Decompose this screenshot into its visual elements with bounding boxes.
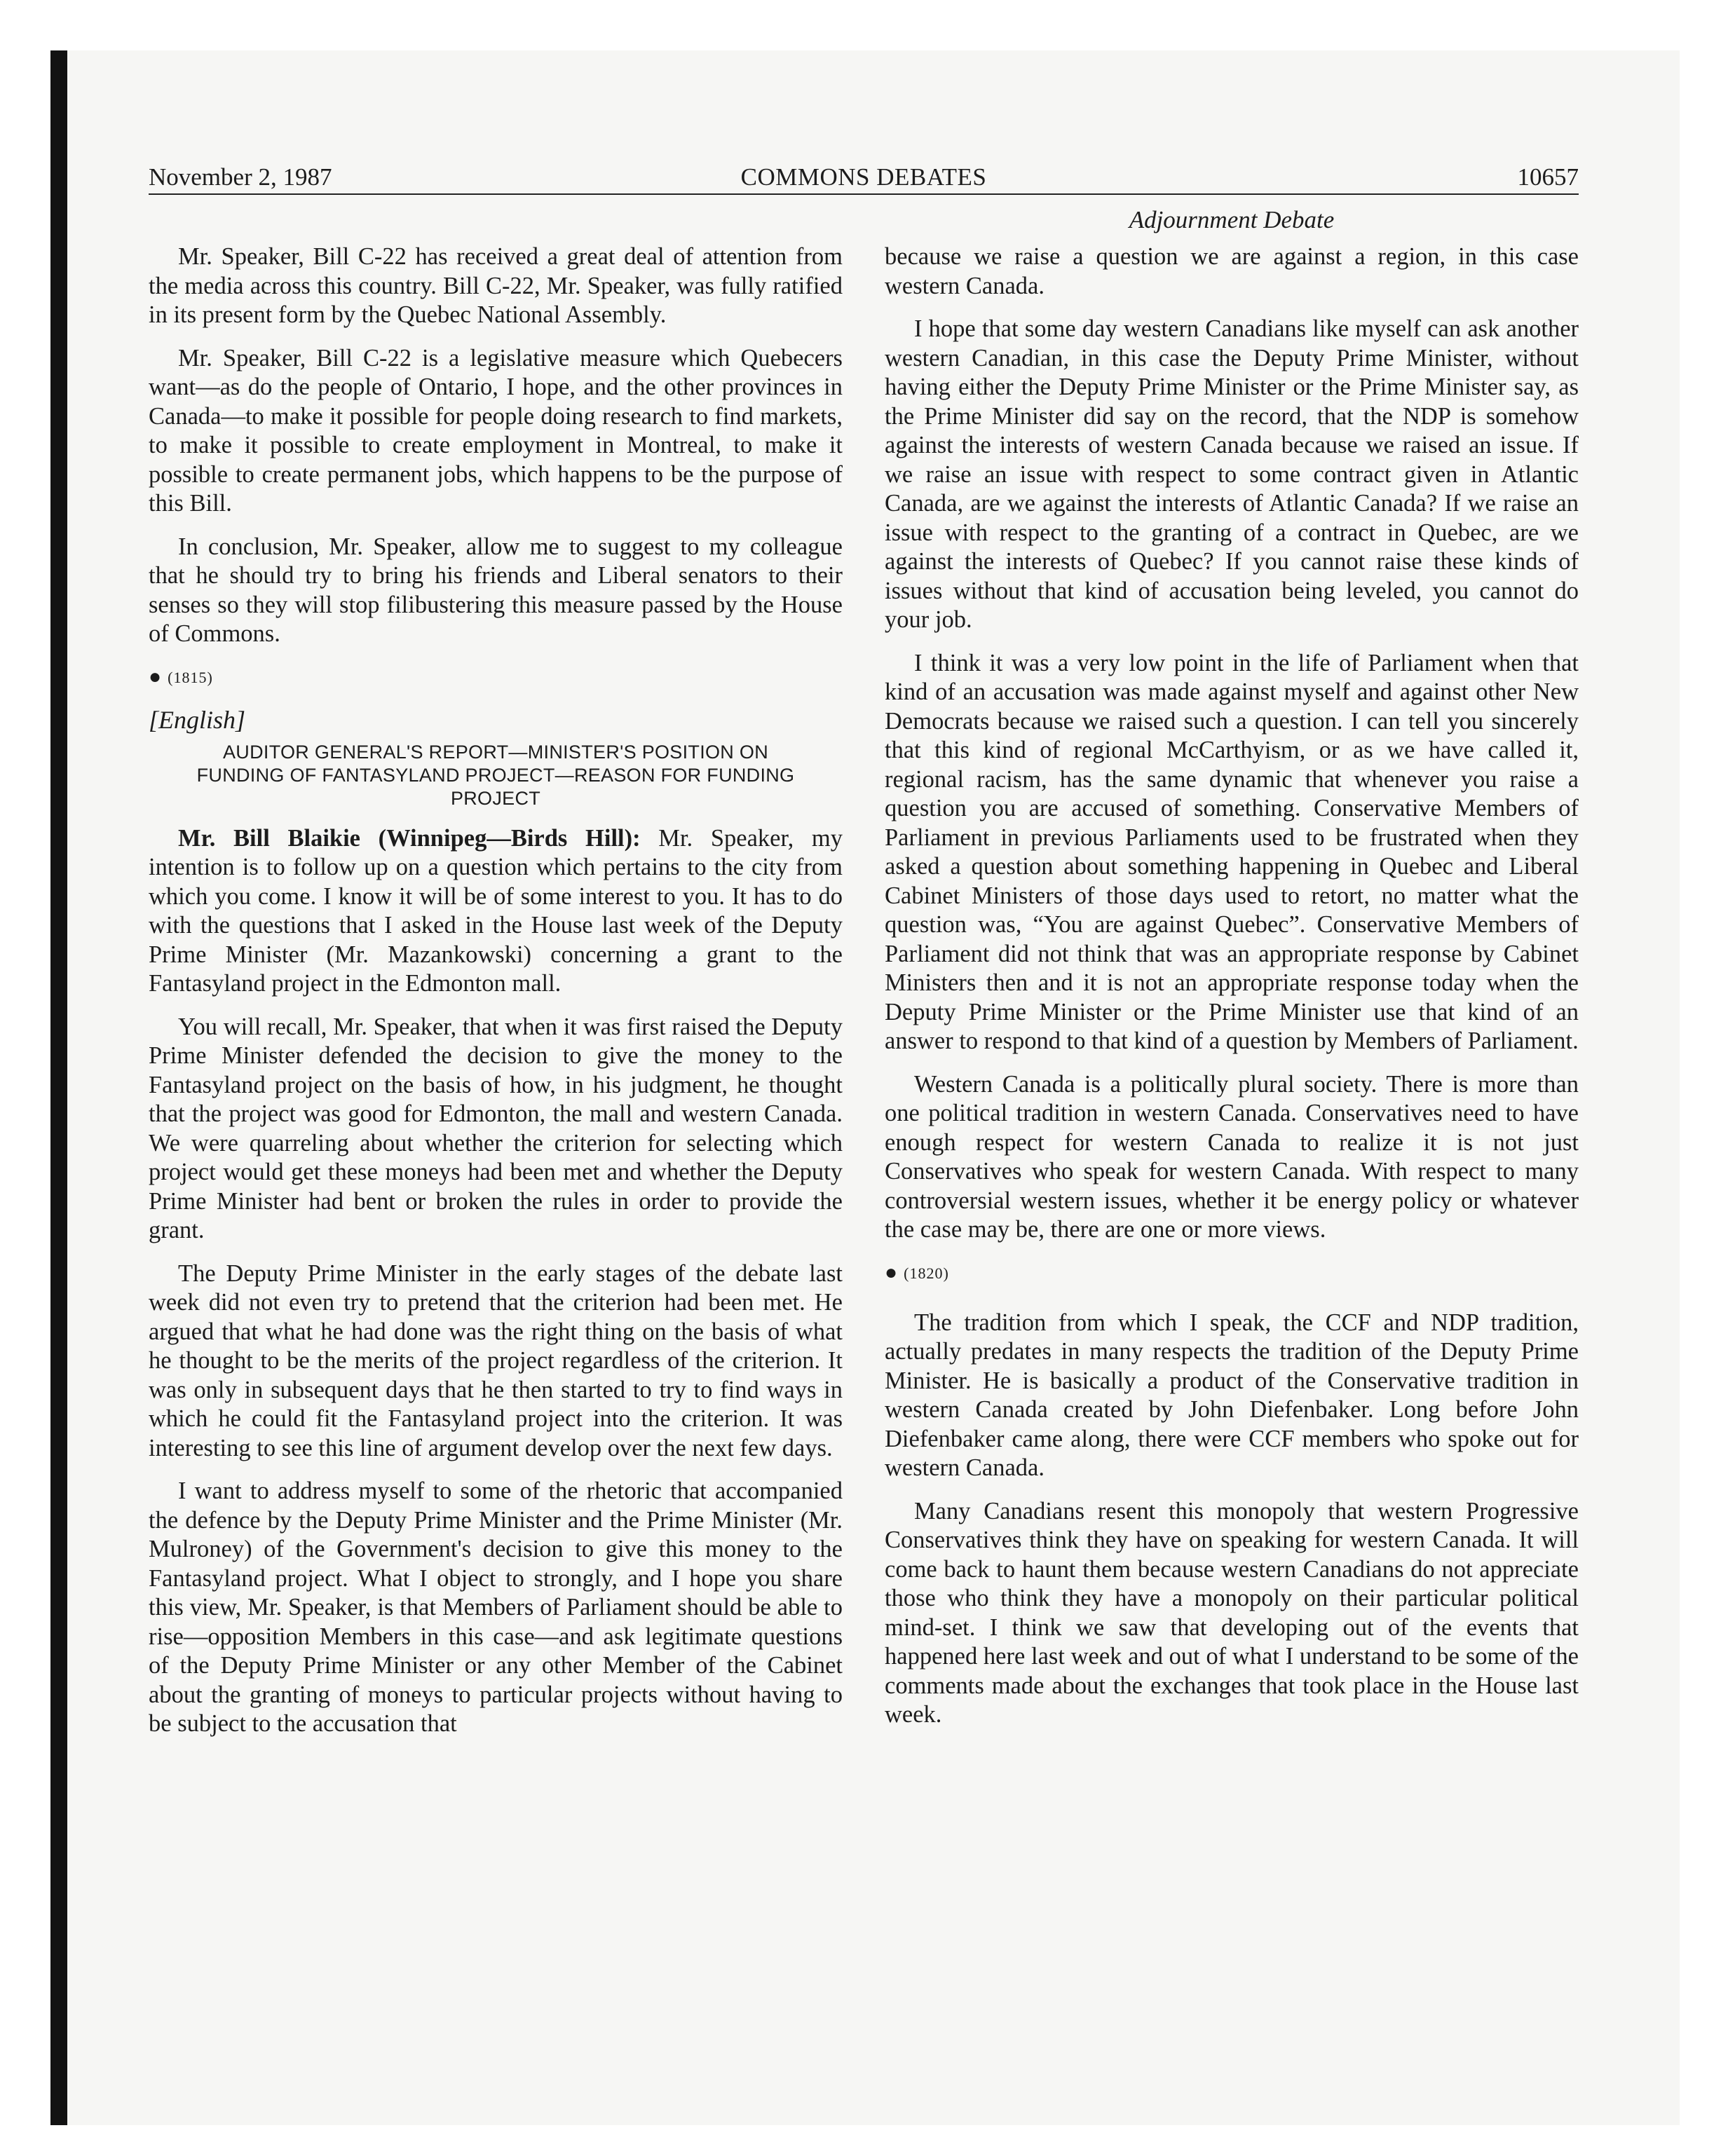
speaker-name: Mr. Bill Blaikie (Winnipeg—Birds Hill): xyxy=(178,824,641,852)
bullet-icon: ● xyxy=(149,664,163,688)
debate-heading: AUDITOR GENERAL'S REPORT—MINISTER'S POSITION ON FUNDING OF FANTASYLAND PROJECT—REASON FOR FUNDING PROJECT xyxy=(196,741,795,809)
time-marker xyxy=(149,663,843,692)
paragraph: Many Canadians resent this monopoly that western Progressive Conservatives think they have on speaking for western Canada. It will come back to haunt them because western Canadians do not appreciate those who think they have a monopoly on their particular political mind-set. I think we saw that developing out of the events that happened here last week and out of what I understand to be some of the comments made about the exchanges that took place in the House last week. xyxy=(885,1497,1579,1728)
paragraph: The tradition from which I speak, the CCF and NDP tradition, actually predates in many respects the tradition of the Deputy Prime Minister. He is basically a product of the Conservative tradition in western Canada created by John Diefenbaker. Long before John Diefenbaker came along, there were CCF members who spoke out for western Canada. xyxy=(885,1309,1579,1481)
time-marker-label: (1815) xyxy=(168,668,213,686)
paragraph: In conclusion, Mr. Speaker, allow me to suggest to my colleague that he should try to bring his friends and Liberal senators to their senses so they will stop filibustering this measure passed by the House of Commons. xyxy=(149,533,843,647)
running-header xyxy=(149,163,1579,195)
language-tag: [English] xyxy=(149,705,246,734)
time-marker xyxy=(885,1259,1579,1288)
header-page-number: 10657 xyxy=(1517,163,1579,191)
paragraph: I hope that some day western Canadians like myself can ask another western Canadian, in this case the Deputy Prime Minister, without having either the Deputy Prime Minister or the Prime Minister say, as the Prime Minister did say on the record, that the NDP is somehow against the interests of western Canada because we raised an issue. If we raise an issue with respect to some contract given in Atlantic Canada, are we against the interests of Atlantic Canada? If we raise an issue with respect to the granting of a contract in Quebec, are we against the interests of Quebec? If you cannot raise these kinds of issues without that kind of accusation being leveled, you cannot do your job. xyxy=(885,315,1579,633)
speaker-text: Mr. Speaker, my intention is to follow up on a question which pertains to the city from which you come. I know it will be of some interest to you. It has to do with the questions that I asked in the House last week of the Deputy Prime Minister (Mr. Mazankowski) concerning a grant to the Fantasyland project in the Edmonton mall. xyxy=(149,824,843,997)
right-column xyxy=(885,243,1579,1744)
paragraph: I think it was a very low point in the life of Parliament when that kind of an accusation was made against myself and against other New Democrats because we raised such a question. I can tell you sincerely that this kind of regional McCarthyism, or as we have called it, regional racism, has the same dynamic that whenever you raise a question you are accused of something. Conservative Members of Parliament in previous Parliaments used to be frustrated when they asked a question about something happening in Quebec and Liberal Cabinet Ministers of those days used to retort, no matter what the question was, “You are against Quebec”. Conservative Members of Parliament did not think that was an appropriate response by Cabinet Ministers then and it is not an appropriate response today when the Deputy Prime Minister or the Prime Minister use that kind of an answer to respond to that kind of a question by Members of Parliament. xyxy=(885,649,1579,1054)
speaker-paragraph xyxy=(149,824,843,999)
left-column xyxy=(149,243,843,1753)
paragraph: The Deputy Prime Minister in the early stages of the debate last week did not even try to pretend that the criterion had been met. He argued that what he had done was the right thing on the basis of what he thought to be the merits of the project regardless of the criterion. It was only in subsequent days that he then started to try to find ways in which he could fit the Fantasyland project into the criterion. It was interesting to see this line of argument develop over the next few days. xyxy=(149,1260,843,1461)
scan-binding-edge xyxy=(50,50,67,2125)
bullet-icon: ● xyxy=(885,1260,899,1284)
continuation-paragraph: because we raise a question we are against a region, in this case western Canada. xyxy=(885,243,1579,299)
page-content xyxy=(149,163,1579,1737)
header-date: November 2, 1987 xyxy=(149,163,332,191)
paragraph: Mr. Speaker, Bill C-22 has received a great deal of attention from the media across this country. Bill C-22, Mr. Speaker, was fully ratified in its present form by the Quebec National Assembly. xyxy=(149,243,843,328)
time-marker-label: (1820) xyxy=(904,1264,949,1282)
paragraph: I want to address myself to some of the rhetoric that accompanied the defence by the Deputy Prime Minister and the Prime Minister (Mr. Mulroney) of the Government's decision to give this money to the Fantasyland project. What I object to strongly, and I hope you share this view, Mr. Speaker, is that Members of Parliament should be able to rise—opposition Members in this case—and ask legitimate questions of the Deputy Prime Minister or any other Member of the Cabinet about the granting of moneys to particular projects without having to be subject to the accusation that xyxy=(149,1478,843,1737)
paragraph: Mr. Speaker, Bill C-22 is a legislative measure which Quebecers want—as do the people of Ontario, I hope, and the other provinces in Canada—to make it possible for people doing research to find markets, to make it possible to create employment in Montreal, to make it possible to create permanent jobs, which happens to be the purpose of this Bill. xyxy=(149,344,843,517)
header-journal-title: COMMONS DEBATES xyxy=(740,163,987,191)
paragraph: You will recall, Mr. Speaker, that when it was first raised the Deputy Prime Minister defended the decision to give the money to the Fantasyland project on the basis of how, in his judgment, he thought that the project was good for Edmonton, the mall and western Canada. We were quarreling about whether the criterion for selecting which project would get these moneys had been met and whether the Deputy Prime Minister had bent or broken the rules in order to provide the grant. xyxy=(149,1013,843,1243)
section-title: Adjournment Debate xyxy=(1129,206,1335,233)
paragraph: Western Canada is a politically plural society. There is more than one political tradition in western Canada. Conservatives need to have enough respect for western Canada to realize it is not just Conservatives who speak for western Canada. With respect to many controversial western issues, whether it be energy policy or whatever the case may be, there are one or more views. xyxy=(885,1070,1579,1243)
